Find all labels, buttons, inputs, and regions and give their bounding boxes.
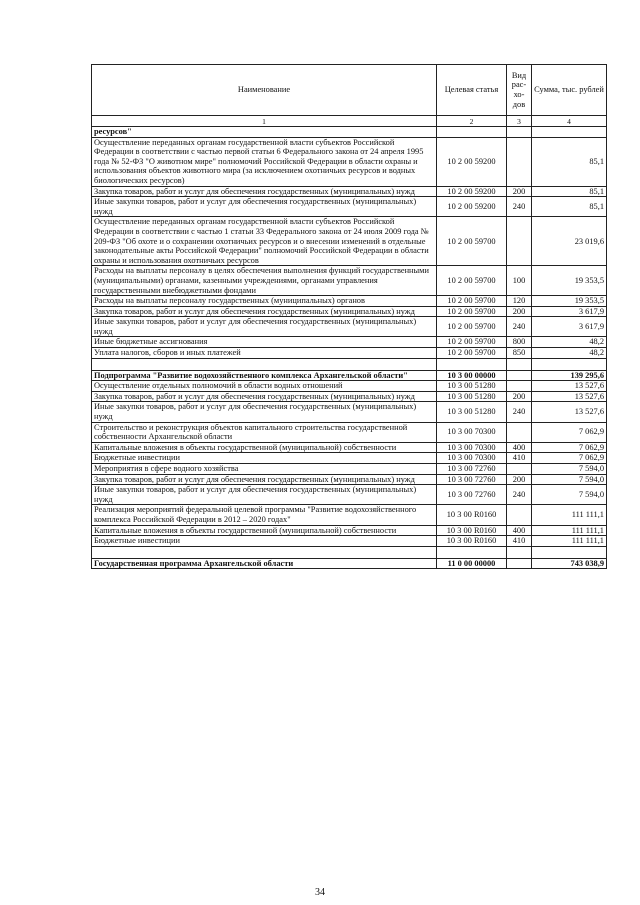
cell-target-article	[437, 358, 507, 370]
cell-expense-kind	[507, 127, 532, 138]
cell-sum: 19 353,5	[532, 266, 607, 296]
cell-expense-kind	[507, 358, 532, 370]
cell-sum: 7 062,9	[532, 442, 607, 453]
cell-target-article: 10 2 00 59200	[437, 186, 507, 197]
header-target-article: Целевая статья	[437, 65, 507, 116]
cell-target-article: 10 2 00 59700	[437, 296, 507, 307]
cell-sum: 85,1	[532, 186, 607, 197]
cell-expense-kind: 410	[507, 536, 532, 547]
table-row	[92, 381, 607, 392]
cell-expense-kind: 240	[507, 197, 532, 217]
cell-target-article: 10 3 00 51280	[437, 402, 507, 422]
cell-expense-kind	[507, 217, 532, 266]
table-row	[92, 217, 607, 266]
cell-expense-kind: 200	[507, 391, 532, 402]
cell-sum: 111 111,1	[532, 505, 607, 525]
table-row	[92, 422, 607, 442]
table-row	[92, 337, 607, 348]
cell-expense-kind: 410	[507, 453, 532, 464]
table-row	[92, 306, 607, 317]
table-row	[92, 485, 607, 505]
table-row	[92, 546, 607, 558]
table-row	[92, 525, 607, 536]
cell-name: Иные закупки товаров, работ и услуг для обеспечения государственных (муниципальных) нужд	[92, 402, 437, 422]
cell-target-article: 10 3 00 72760	[437, 485, 507, 505]
cell-name: Уплата налогов, сборов и иных платежей	[92, 348, 437, 359]
cell-target-article: 11 0 00 00000	[437, 558, 507, 569]
cell-name: Реализация мероприятий федеральной целевой программы "Развитие водохозяйственного комплекса Российской Федерации в 2012 – 2020 годах"	[92, 505, 437, 525]
table-row	[92, 348, 607, 359]
cell-name: Закупка товаров, работ и услуг для обеспечения государственных (муниципальных) нужд	[92, 391, 437, 402]
cell-name: Мероприятия в сфере водного хозяйства	[92, 464, 437, 475]
cell-name: Иные закупки товаров, работ и услуг для обеспечения государственных (муниципальных) нужд	[92, 317, 437, 337]
cell-name: Государственная программа Архангельской области	[92, 558, 437, 569]
cell-target-article: 10 2 00 59700	[437, 266, 507, 296]
cell-sum: 743 038,9	[532, 558, 607, 569]
table-row	[92, 442, 607, 453]
cell-sum: 3 617,9	[532, 317, 607, 337]
header-num-3: 3	[507, 116, 532, 127]
cell-expense-kind	[507, 558, 532, 569]
cell-sum	[532, 127, 607, 138]
cell-target-article: 10 3 00 72760	[437, 474, 507, 485]
cell-expense-kind	[507, 505, 532, 525]
cell-sum: 19 353,5	[532, 296, 607, 307]
table-row	[92, 296, 607, 307]
cell-sum: 111 111,1	[532, 525, 607, 536]
cell-target-article: 10 3 00 70300	[437, 422, 507, 442]
cell-expense-kind	[507, 422, 532, 442]
cell-expense-kind	[507, 370, 532, 381]
cell-sum: 23 019,6	[532, 217, 607, 266]
cell-expense-kind: 240	[507, 402, 532, 422]
cell-target-article: 10 3 00 R0160	[437, 536, 507, 547]
cell-expense-kind: 240	[507, 485, 532, 505]
table-row	[92, 402, 607, 422]
page-number: 34	[315, 887, 325, 898]
table-row	[92, 464, 607, 475]
cell-sum: 13 527,6	[532, 381, 607, 392]
header-num-2: 2	[437, 116, 507, 127]
cell-target-article: 10 3 00 00000	[437, 370, 507, 381]
budget-table	[91, 64, 607, 569]
cell-sum: 48,2	[532, 337, 607, 348]
cell-target-article: 10 2 00 59200	[437, 197, 507, 217]
table-row	[92, 137, 607, 186]
table-row	[92, 358, 607, 370]
table-row	[92, 505, 607, 525]
table-row	[92, 536, 607, 547]
table-row	[92, 391, 607, 402]
table-row	[92, 453, 607, 464]
cell-expense-kind: 240	[507, 317, 532, 337]
cell-target-article	[437, 127, 507, 138]
cell-target-article: 10 2 00 59700	[437, 317, 507, 337]
cell-sum: 3 617,9	[532, 306, 607, 317]
table-row	[92, 370, 607, 381]
cell-expense-kind	[507, 464, 532, 475]
header-name: Наименование	[92, 65, 437, 116]
cell-sum: 7 062,9	[532, 453, 607, 464]
cell-sum	[532, 358, 607, 370]
table-row	[92, 266, 607, 296]
cell-name: Иные бюджетные ассигнования	[92, 337, 437, 348]
cell-expense-kind: 100	[507, 266, 532, 296]
cell-sum: 7 594,0	[532, 474, 607, 485]
cell-expense-kind: 200	[507, 186, 532, 197]
cell-name: Бюджетные инвестиции	[92, 453, 437, 464]
cell-name: Закупка товаров, работ и услуг для обеспечения государственных (муниципальных) нужд	[92, 186, 437, 197]
cell-name: Осуществление переданных органам государственной власти субъектов Российской Федерации в соответствии с частью первой статьи 6 Федерального закона от 24 апреля 1995 года № 52-ФЗ "О животном мире" полномочий Российской Федерации в области охраны и использования объектов животного мира (за исключением охотничьих ресурсов и водных биологических ресурсов)	[92, 137, 437, 186]
cell-target-article: 10 3 00 70300	[437, 442, 507, 453]
cell-expense-kind: 850	[507, 348, 532, 359]
cell-expense-kind: 400	[507, 525, 532, 536]
cell-name: Строительство и реконструкция объектов капитального строительства государственной собственности Архангельской области	[92, 422, 437, 442]
cell-name: Подпрограмма "Развитие водохозяйственного комплекса Архангельской области"	[92, 370, 437, 381]
header-num-1: 1	[92, 116, 437, 127]
cell-name: Расходы на выплаты персоналу государственных (муниципальных) органов	[92, 296, 437, 307]
table-row	[92, 197, 607, 217]
cell-target-article: 10 2 00 59200	[437, 137, 507, 186]
cell-name: Капитальные вложения в объекты государственной (муниципальной) собственности	[92, 525, 437, 536]
cell-sum: 13 527,6	[532, 402, 607, 422]
table-row	[92, 474, 607, 485]
cell-name: Осуществление отдельных полномочий в области водных отношений	[92, 381, 437, 392]
cell-target-article	[437, 546, 507, 558]
cell-target-article: 10 2 00 59700	[437, 217, 507, 266]
cell-name: Бюджетные инвестиции	[92, 536, 437, 547]
cell-expense-kind	[507, 546, 532, 558]
cell-sum	[532, 546, 607, 558]
cell-name: Закупка товаров, работ и услуг для обеспечения государственных (муниципальных) нужд	[92, 474, 437, 485]
cell-sum: 7 062,9	[532, 422, 607, 442]
cell-expense-kind: 120	[507, 296, 532, 307]
cell-sum: 111 111,1	[532, 536, 607, 547]
table-row	[92, 186, 607, 197]
cell-target-article: 10 3 00 51280	[437, 381, 507, 392]
cell-sum: 7 594,0	[532, 464, 607, 475]
cell-expense-kind: 200	[507, 474, 532, 485]
cell-sum: 48,2	[532, 348, 607, 359]
table-row	[92, 317, 607, 337]
cell-name	[92, 358, 437, 370]
cell-expense-kind	[507, 137, 532, 186]
cell-expense-kind	[507, 381, 532, 392]
cell-name	[92, 546, 437, 558]
cell-target-article: 10 2 00 59700	[437, 337, 507, 348]
cell-expense-kind: 800	[507, 337, 532, 348]
cell-sum: 7 594,0	[532, 485, 607, 505]
header-sum: Сумма, тыс. рублей	[532, 65, 607, 116]
cell-sum: 85,1	[532, 197, 607, 217]
cell-name: Закупка товаров, работ и услуг для обеспечения государственных (муниципальных) нужд	[92, 306, 437, 317]
table-body	[92, 127, 607, 569]
cell-sum: 13 527,6	[532, 391, 607, 402]
cell-expense-kind: 400	[507, 442, 532, 453]
cell-name: ресурсов"	[92, 127, 437, 138]
cell-sum: 85,1	[532, 137, 607, 186]
header-expense-kind: Вид рас-хо-дов	[507, 65, 532, 116]
cell-target-article: 10 3 00 R0160	[437, 525, 507, 536]
cell-name: Иные закупки товаров, работ и услуг для обеспечения государственных (муниципальных) нужд	[92, 485, 437, 505]
cell-name: Иные закупки товаров, работ и услуг для обеспечения государственных (муниципальных) нужд	[92, 197, 437, 217]
table-row	[92, 558, 607, 569]
cell-target-article: 10 3 00 72760	[437, 464, 507, 475]
cell-target-article: 10 3 00 R0160	[437, 505, 507, 525]
cell-name: Расходы на выплаты персоналу в целях обеспечения выполнения функций государственными (муниципальными) органами, казенными учреждениями, органами управления государственными внебюджетными фондами	[92, 266, 437, 296]
cell-target-article: 10 3 00 70300	[437, 453, 507, 464]
header-num-4: 4	[532, 116, 607, 127]
cell-name: Осуществление переданных органам государственной власти субъектов Российской Федерации в соответствии с частью 1 статьи 33 Федерального закона от 24 июля 2009 года № 209-ФЗ "Об охоте и о сохранении охотничьих ресурсов и о внесении изменений в отдельные законодательные акты Российской Федерации" полномочий Российской Федерации в области охраны и использования охотничьих ресурсов	[92, 217, 437, 266]
table-row	[92, 127, 607, 138]
cell-name: Капитальные вложения в объекты государственной (муниципальной) собственности	[92, 442, 437, 453]
cell-target-article: 10 2 00 59700	[437, 348, 507, 359]
table-header	[92, 65, 607, 127]
cell-expense-kind: 200	[507, 306, 532, 317]
cell-sum: 139 295,6	[532, 370, 607, 381]
cell-target-article: 10 2 00 59700	[437, 306, 507, 317]
cell-target-article: 10 3 00 51280	[437, 391, 507, 402]
